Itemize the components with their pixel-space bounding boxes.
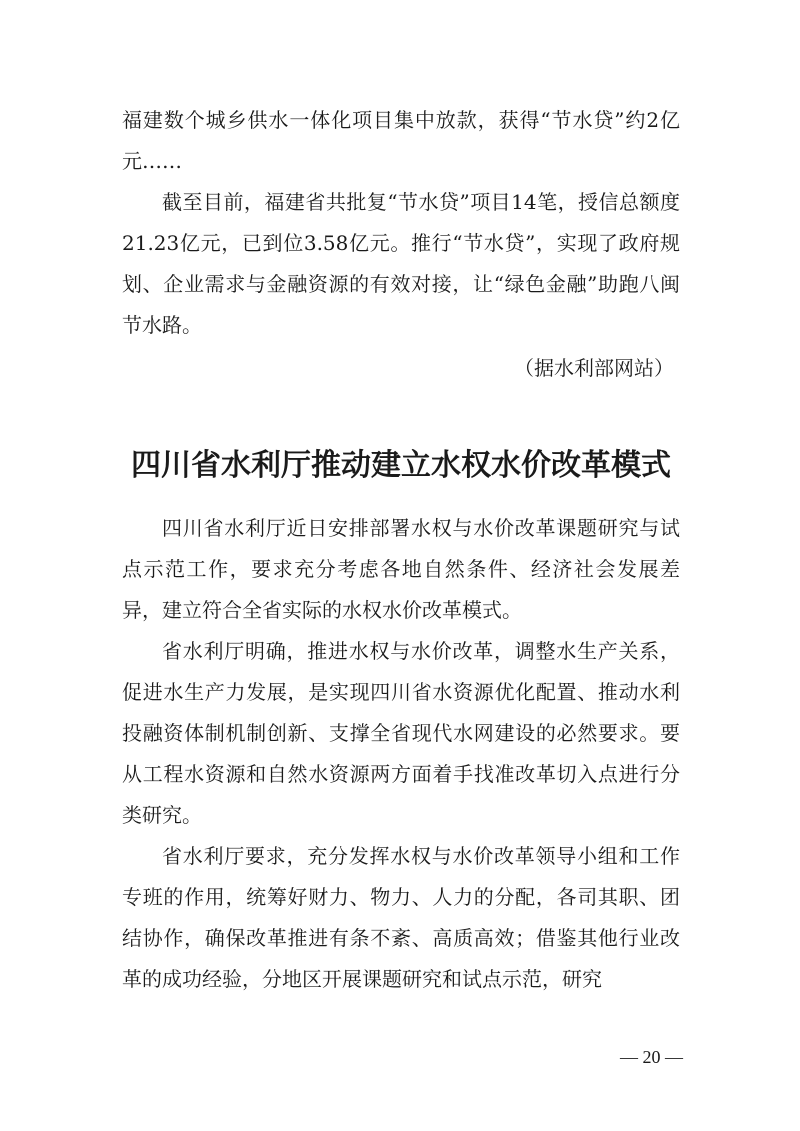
article-paragraph-2: 省水利厅明确，推进水权与水价改革，调整水生产关系，促进水生产力发展，是实现四川省水资源优化配置、推动水利投融资体制机制创新、支撑全省现代水网建设的必然要求。要从工程水资源和自然水资源两方面着手找准改革切入点进行分类研究。 xyxy=(122,639,680,827)
article-title: 四川省水利厅推动建立水权水价改革模式 xyxy=(131,448,671,483)
source-attribution-block xyxy=(122,348,680,389)
article-body xyxy=(122,508,680,1000)
continued-paragraph-2: 截至目前，福建省共批复“节水贷”项目14笔，授信总额度21.23亿元，已到位3.58亿元。推行“节水贷”，实现了政府规划、企业需求与金融资源的有效对接，让“绿色金融”助跑八闽节水路。 xyxy=(122,190,680,337)
continued-paragraph-1: 福建数个城乡供水一体化项目集中放款，获得“节水贷”约2亿元…… xyxy=(122,108,680,173)
source-attribution: （据水利部网站） xyxy=(514,356,674,380)
article-title-block xyxy=(120,444,682,488)
article-paragraph-1: 四川省水利厅近日安排部署水权与水价改革课题研究与试点示范工作，要求充分考虑各地自然条件、经济社会发展差异，建立符合全省实际的水权水价改革模式。 xyxy=(122,516,680,622)
article-paragraph-3: 省水利厅要求，充分发挥水权与水价改革领导小组和工作专班的作用，统筹好财力、物力、人力的分配，各司其职、团结协作，确保改革推进有条不紊、高质高效；借鉴其他行业改革的成功经验，分地区开展课题研究和试点示范，研究 xyxy=(122,844,680,991)
page-number: — 20 — xyxy=(620,1047,683,1067)
continued-article-block xyxy=(122,100,680,346)
